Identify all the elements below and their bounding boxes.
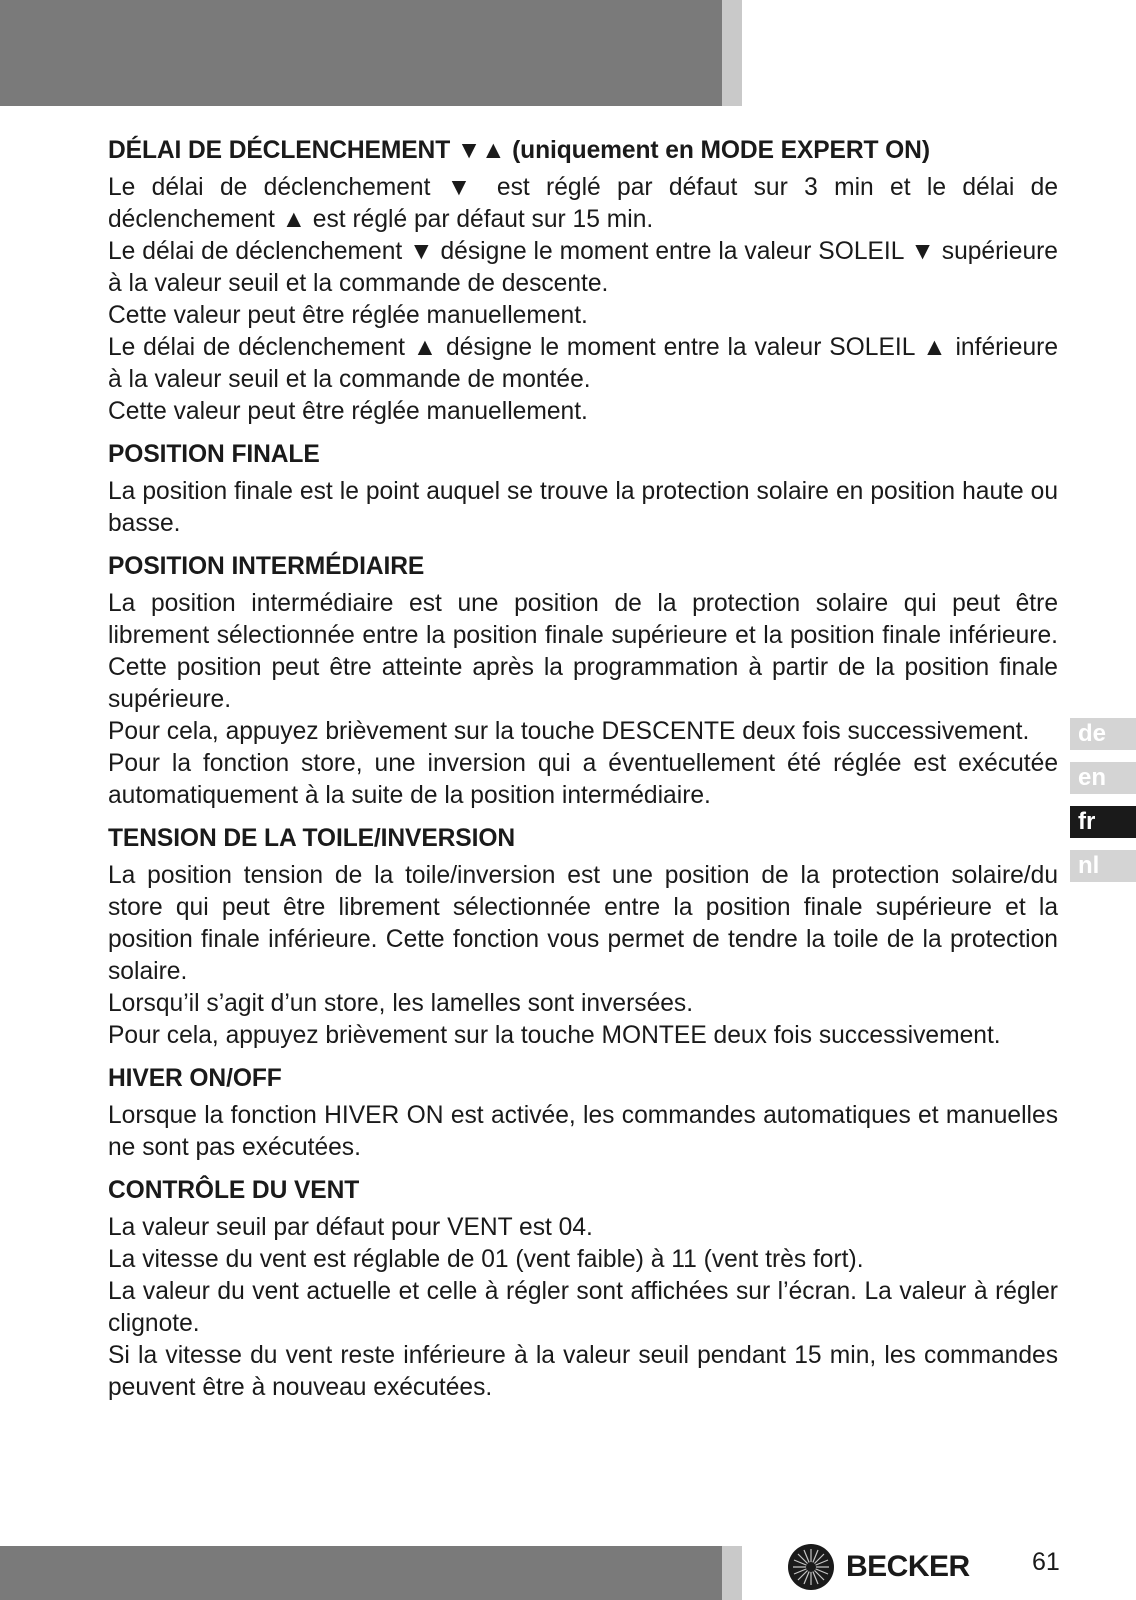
section-title: DÉLAI DE DÉCLENCHEMENT ▼▲ (uniquement en MODE EXPERT ON)	[108, 137, 930, 164]
paragraph: La position finale est le point auquel se trouve la protection solaire en position haute ou basse.	[108, 478, 1058, 537]
paragraph: Cette valeur peut être réglée manuellement.	[108, 398, 588, 425]
language-tab-nl[interactable]: nl	[1070, 850, 1136, 882]
paragraph: Lorsqu’il s’agit d’un store, les lamelles sont inversées.	[108, 990, 694, 1017]
section-hiver	[108, 1062, 1058, 1164]
section-position-intermediaire	[108, 550, 1058, 812]
paragraph: Pour cela, appuyez brièvement sur la touche MONTEE deux fois successivement.	[108, 1022, 1001, 1049]
section-position-finale	[108, 438, 1058, 540]
paragraph: La vitesse du vent est réglable de 01 (vent faible) à 11 (vent très fort).	[108, 1246, 864, 1273]
language-tab-de[interactable]: de	[1070, 718, 1136, 750]
paragraph: Pour cela, appuyez brièvement sur la touche DESCENTE deux fois successivement.	[108, 718, 1030, 745]
paragraph: La valeur seuil par défaut pour VENT est 04.	[108, 1214, 593, 1241]
paragraph: Le délai de déclenchement ▼ désigne le moment entre la valeur SOLEIL ▼ supérieure à la valeur seuil et la commande de descente.	[108, 238, 1058, 297]
section-title: HIVER ON/OFF	[108, 1065, 282, 1092]
section-title: POSITION INTERMÉDIAIRE	[108, 553, 425, 580]
paragraph: La valeur du vent actuelle et celle à régler sont affichées sur l’écran. La valeur à régler clignote.	[108, 1278, 1058, 1337]
brand-logo	[788, 1544, 970, 1590]
paragraph: Cette valeur peut être réglée manuellement.	[108, 302, 588, 329]
paragraph: Lorsque la fonction HIVER ON est activée, les commandes automatiques et manuelles ne sont pas exécutées.	[108, 1102, 1058, 1161]
language-tab-fr[interactable]: fr	[1070, 806, 1136, 838]
paragraph: La position intermédiaire est une position de la protection solaire qui peut être librement sélectionnée entre la position finale supérieure et la position finale inférieure. Cette position peut être atteinte après la programmation à partir de la position finale supérieure.	[108, 590, 1058, 713]
logo-emblem-icon	[788, 1544, 834, 1590]
paragraph: Pour la fonction store, une inversion qui a éventuellement été réglée est exécutée automatiquement à la suite de la position intermédiaire.	[108, 750, 1058, 809]
section-title: POSITION FINALE	[108, 441, 320, 468]
footer-band-edge	[722, 1546, 742, 1600]
document-body	[108, 134, 1058, 1414]
brand-name: BECKER	[846, 1550, 970, 1583]
section-title: TENSION DE LA TOILE/INVERSION	[108, 825, 516, 852]
section-title: CONTRÔLE DU VENT	[108, 1177, 360, 1204]
language-tab-en[interactable]: en	[1070, 762, 1136, 794]
section-delai	[108, 134, 1058, 428]
paragraph: Le délai de déclenchement ▼ est réglé par défaut sur 3 min et le délai de déclenchement ▲ est réglé par défaut sur 15 min.	[108, 174, 1058, 233]
footer-band	[0, 1546, 722, 1600]
paragraph: La position tension de la toile/inversion est une position de la protection solaire/du store qui peut être librement sélectionnée entre la position finale supérieure et la position finale inférieure. Cette fonction vous permet de tendre la toile de la protection solaire.	[108, 862, 1058, 985]
section-controle-vent	[108, 1174, 1058, 1404]
page-number: 61	[1032, 1548, 1060, 1576]
header-band	[0, 0, 722, 106]
paragraph: Si la vitesse du vent reste inférieure à la valeur seuil pendant 15 min, les commandes peuvent être à nouveau exécutées.	[108, 1342, 1058, 1401]
header-band-edge	[722, 0, 742, 106]
section-tension-toile	[108, 822, 1058, 1052]
paragraph: Le délai de déclenchement ▲ désigne le moment entre la valeur SOLEIL ▲ inférieure à la valeur seuil et la commande de montée.	[108, 334, 1058, 393]
